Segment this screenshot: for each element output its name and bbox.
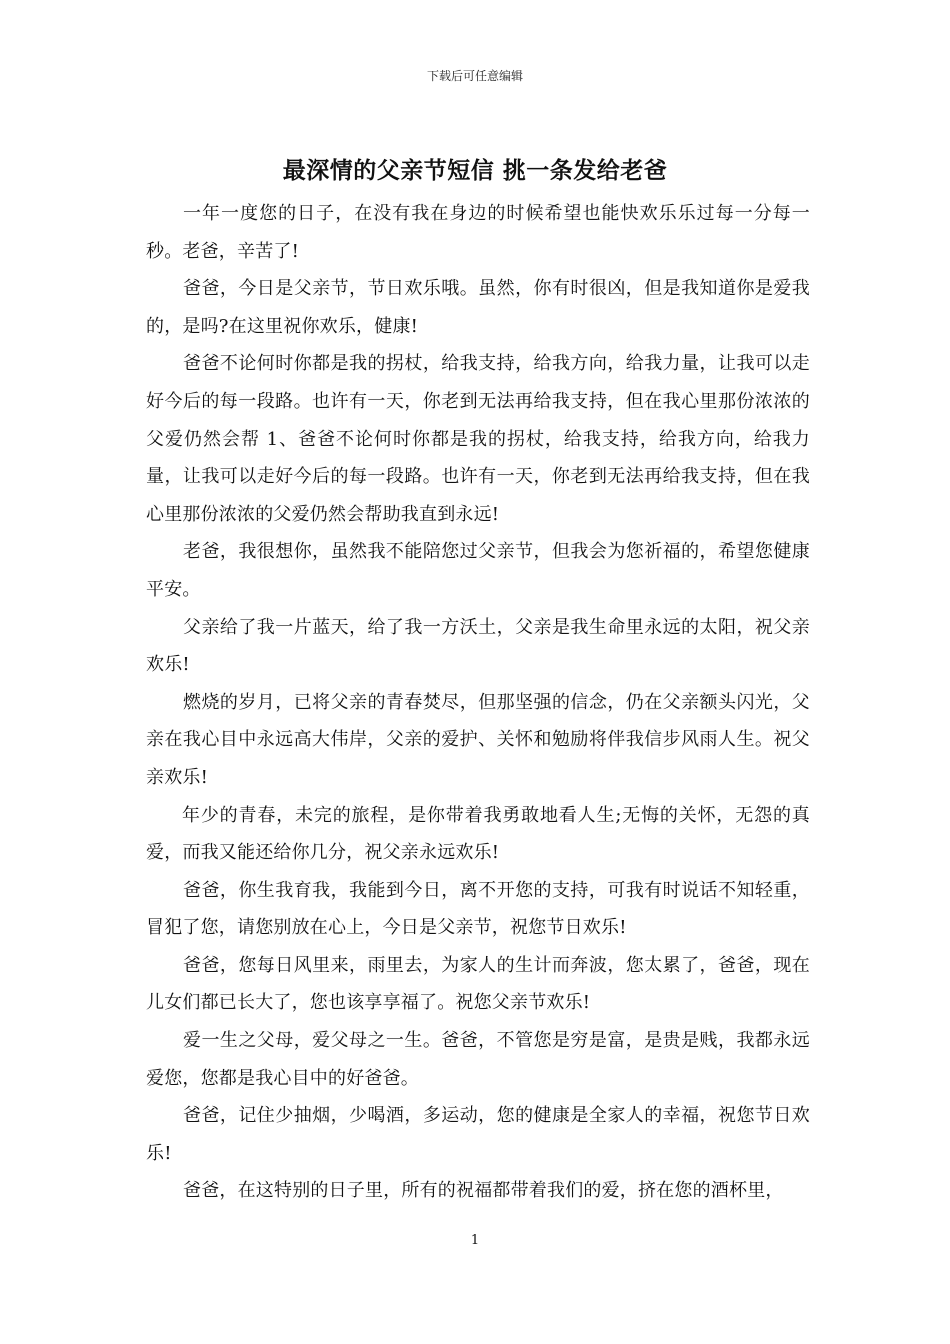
paragraph: 燃烧的岁月，已将父亲的青春焚尽，但那坚强的信念，仍在父亲额头闪光，父亲在我心目中永远高大伟岸，父亲的爱护、关怀和勉励将伴我信步风雨人生。祝父亲欢乐! — [146, 691, 810, 788]
document-title: 最深情的父亲节短信 挑一条发给老爸 — [282, 158, 668, 184]
header-note: 下载后可任意编辑 — [426, 69, 523, 83]
paragraph: 年少的青春，未完的旅程，是你带着我勇敢地看人生;无悔的关怀，无怨的真爱，而我又能还给你几分，祝父亲永远欢乐! — [146, 804, 810, 864]
page-number: 1 — [470, 1233, 480, 1248]
paragraph: 父亲给了我一片蓝天，给了我一方沃土，父亲是我生命里永远的太阳，祝父亲欢乐! — [146, 616, 810, 676]
paragraph: 爸爸，你生我育我，我能到今日，离不开您的支持，可我有时说话不知轻重，冒犯了您，请您别放在心上，今日是父亲节，祝您节日欢乐! — [146, 879, 810, 939]
paragraph: 爸爸，记住少抽烟，少喝酒，多运动，您的健康是全家人的幸福，祝您节日欢乐! — [146, 1105, 810, 1164]
paragraph: 一年一度您的日子，在没有我在身边的时候希望也能快欢乐乐过每一分每一秒。老爸，辛苦了! — [146, 203, 810, 262]
paragraph: 爱一生之父母，爱父母之一生。爸爸，不管您是穷是富，是贵是贱，我都永远爱您，您都是我心目中的好爸爸。 — [146, 1030, 810, 1089]
document-body — [146, 195, 810, 1210]
paragraph: 爸爸，今日是父亲节，节日欢乐哦。虽然，你有时很凶，但是我知道你是爱我的，是吗?在这里祝你欢乐，健康! — [146, 278, 810, 337]
paragraph: 爸爸不论何时你都是我的拐杖，给我支持，给我方向，给我力量，让我可以走好今后的每一段路。也许有一天，你老到无法再给我支持，但在我心里那份浓浓的父爱仍然会帮 1、爸爸不论何时你都是我的拐杖，给我支持，给我方向，给我力量，让我可以走好今后的每一段路。也许有一天，你老到无法再给我支持，但在我心里那份浓浓的父爱仍然会帮助我直到永远! — [146, 353, 810, 525]
paragraph: 老爸，我很想你，虽然我不能陪您过父亲节，但我会为您祈福的，希望您健康平安。 — [146, 541, 810, 600]
paragraph: 爸爸，在这特别的日子里，所有的祝福都带着我们的爱，挤在您的酒杯里， — [183, 1180, 784, 1202]
paragraph: 爸爸，您每日风里来，雨里去，为家人的生计而奔波，您太累了，爸爸，现在儿女们都已长大了，您也该享享福了。祝您父亲节欢乐! — [146, 954, 810, 1014]
